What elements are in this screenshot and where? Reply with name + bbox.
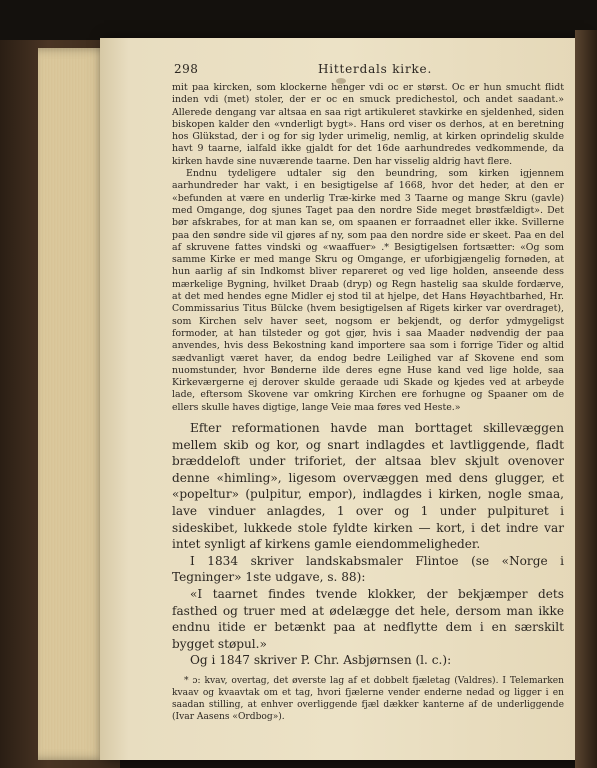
paragraph: I 1834 skriver landskabsmaler Flintoe (se «Norge i Tegninger» 1ste udgave, s. 88):	[172, 553, 564, 585]
page-header	[172, 58, 564, 80]
running-title: Hitterdals kirke.	[318, 62, 433, 76]
paragraph: mit paa kircken, som klockerne henger vdi oc er størst. Oc er hun smucht flidt inden vdi (met) stoler, der er oc en smuck predichestol, och andet saadant.» Allerede dengang var altsaa en saa rigt artikuleret stavkirke en sjeldenhed, siden biskopen kalder den «vnderligt bygt». Hans ord viser os derhos, at en beretning hos Glükstad, der i og for sig lyder urimelig, nemlig, at kirken oprindelig skulde havt 9 taarne, ialfald ikke gjaldt for det 16de aarhundredes vedkommende, da kirken havde sine nuværende taarne. Den har visselig aldrig havt flere.	[172, 82, 564, 167]
paragraph: Efter reformationen havde man borttaget skillevæggen mellem skib og kor, og snart indlagdes et lavtliggende, fladt bræddeloft under triforiet, der altsaa blev skjult ovenover denne «himling», ligesom overvæggen med dens glugger, et «popeltur» (pulpitur, empor), indlagdes i kirken, nogle smaa, lave vinduer anlagdes, 1 over og 1 under pulpituret i sideskibet, lukkede stole fyldte kirken — kort, i det indre var intet synligt af kirkens gamle eiendommeligheder.	[172, 421, 564, 552]
footnote: * ɔ: kvav, overtag, det øverste lag af et dobbelt fjæletag (Valdres). I Telemarken kvaav og kvaavtak om et tag, hvori fjælerne vender enderne nedad og ligger i en saadan stilling, at enhver overliggende fjæl dækker kanterne af de underliggende (Ivar Aasens «Ordbog»).	[172, 675, 564, 722]
paragraph: Endnu tydeligere udtaler sig den beundring, som kirken igjennem aarhundreder har vakt, i en besigtigelse af 1668, hvor det heder, at den er «befunden at være en underlig Træ-kirke med 3 Taarne og mange Skru (gavle) med Omgange, dog sjunes Taget paa den nordre Side meget brøstfældigt». Det bør afskrabes, for at man kan se, om spaanen er forraadnet eller ikke. Svillerne paa den søndre side vil gjøres af ny, som paa den nordre side er skeet. Paa en del af skruvene fattes vindski og «waaffuer» .* Besigtigelsen fortsætter: «Og som samme Kirke er med mange Skru og Omgange, er uforbigjængelig fornøden, at hun aarlig af sin Indkomst bliver repareret og ved lige holden, anseende dess mærkelige Bygning, hvilket Draab (dryp) og Regn hastelig saa skulde fordærve, at det med hendes egne Midler ej stod til at hjelpe, det Hans Høyachtbarhed, Hr. Commissarius Titus Bülcke (hvem besigtigelsen af Rigets kirker var overdraget), som Kirchen selv haver seet, nogsom er bekjendt, og derfor ydmygeligst formoder, at han tilsteder og got gjør, hvis i saa Maader nødvendig der paa anvendes, hvis dess Bekostning kand importere saa som i forrige Tider og altid sædvanligt været haver, da endog bedre Leilighed var af Skovene end som nuomstunder, hvor Bønderne ilde deres egne Huse kand ved lige holde, saa Kirkeværgerne ej derover skulde geraade udi Skade og kjedes ved at arbeyde lade, eftersom Skovene var omkring Kirchen ere forhugne og Spaaner om de ellers skulle haves digtige, lange Veie maa føres ved Heste.»	[172, 168, 564, 413]
page-number: 298	[174, 62, 199, 76]
quote-paragraph: «I taarnet findes tvende klokker, der bekjæmper dets fasthed og truer med at ødelægge det hele, dersom man ikke endnu itide er betænkt paa at nedflytte dem i en særskilt bygget støpul.»	[172, 586, 564, 651]
small-text-block	[172, 82, 564, 414]
page-content	[172, 58, 564, 723]
paragraph: Og i 1847 skriver P. Chr. Asbjørnsen (l. c.):	[190, 653, 452, 668]
right-cover-edge	[575, 30, 597, 768]
main-text-block	[172, 420, 564, 669]
